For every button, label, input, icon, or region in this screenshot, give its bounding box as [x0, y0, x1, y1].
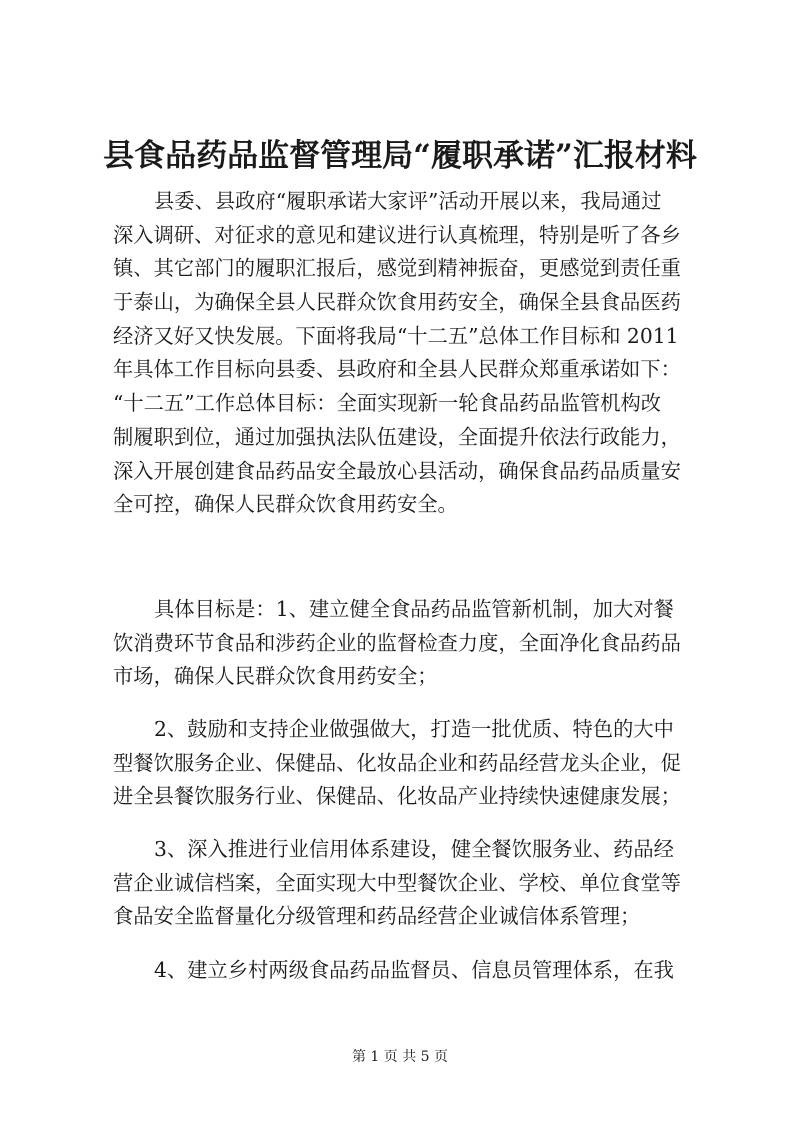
- page-footer: 第 1 页 共 5 页: [351, 1049, 449, 1065]
- text-line: 饮消费环节食品和涉药企业的监督检查力度，全面净化食品药品: [113, 630, 681, 655]
- text-line: 进全县餐饮服务行业、保健品、化妆品产业持续快速健康发展；: [113, 784, 681, 809]
- text-line: 食品安全监督量化分级管理和药品经营企业诚信体系管理；: [113, 904, 641, 929]
- paragraph-goal-1: [113, 593, 709, 694]
- text-line: 制履职到位，通过加强执法队伍建设，全面提升依法行政能力，: [113, 424, 681, 449]
- text-line: 年具体工作目标向县委、县政府和全县人民群众郑重承诺如下：: [113, 357, 681, 382]
- text-line: 深入开展创建食品药品安全最放心县活动，确保食品药品质量安: [113, 458, 681, 483]
- paragraph-goal-2: [113, 713, 709, 814]
- paragraph-goal-4: [113, 954, 709, 988]
- text-line: 县委、县政府“履职承诺大家评”活动开展以来，我局通过: [154, 189, 662, 213]
- text-line: 深入调研、对征求的意见和建议进行认真梳理，特别是听了各乡: [113, 222, 681, 247]
- text-line: 型餐饮服务企业、保健品、化妆品企业和药品经营龙头企业，促: [113, 750, 681, 775]
- text-line: 3、深入推进行业信用体系建设，健全餐饮服务业、药品经: [154, 837, 674, 861]
- text-line: 营企业诚信档案，全面实现大中型餐饮企业、学校、单位食堂等: [113, 870, 681, 895]
- paragraph-intro: [113, 185, 709, 522]
- text-line: 镇、其它部门的履职汇报后，感觉到精神振奋，更感觉到责任重: [113, 256, 681, 281]
- text-line: 于泰山，为确保全县人民群众饮食用药安全，确保全县食品医药: [113, 290, 681, 315]
- text-line: 具体目标是：1、建立健全食品药品监管新机制，加大对餐: [154, 597, 674, 621]
- text-line: 市场，确保人民群众饮食用药安全；: [113, 664, 438, 689]
- paragraph-goal-3: [113, 833, 709, 934]
- text-line: 4、建立乡村两级食品药品监督员、信息员管理体系，在我: [154, 958, 674, 982]
- document-title: 县食品药品监督管理局“履职承诺”汇报材料: [103, 138, 697, 174]
- text-line: 2、鼓励和支持企业做强做大，打造一批优质、特色的大中: [154, 717, 674, 741]
- text-line: 经济又好又快发展。下面将我局“十二五”总体工作目标和 2011: [113, 323, 679, 348]
- text-line: “十二五”工作总体目标：全面实现新一轮食品药品监管机构改: [113, 391, 662, 416]
- text-line: 全可控，确保人民群众饮食用药安全。: [113, 492, 458, 517]
